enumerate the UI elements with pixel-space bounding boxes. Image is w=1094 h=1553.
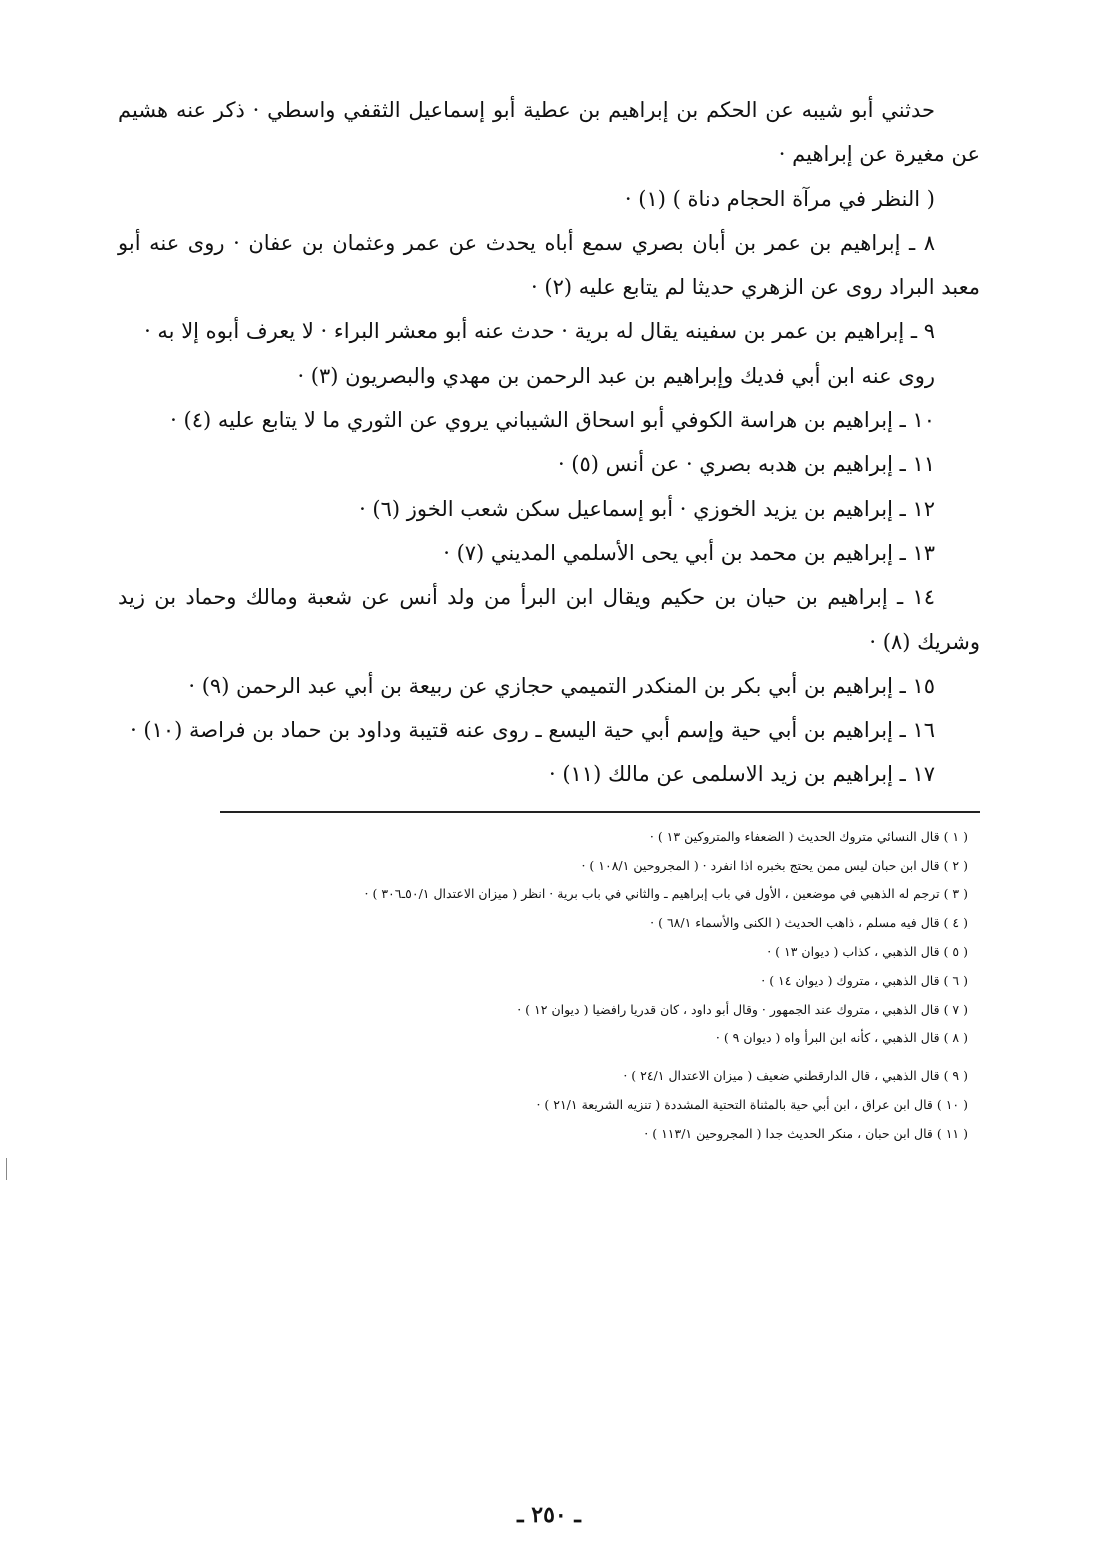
paragraph: ١١ ـ إبراهيم بن هدبه بصري · عن أنس (٥) ·	[557, 452, 935, 477]
footnote: ( ٥ ) قال الذهبي ، كذاب ( ديوان ١٣ ) ·	[767, 943, 968, 959]
paragraph: ٨ ـ إبراهيم بن عمر بن أبان بصري سمع أباه يحدث عن عمر وعثمان بن عفان · روى عنه أبو معبد البراد روى عن الزهري حديثا لم يتابع عليه (٢) ·	[118, 230, 980, 300]
paragraph: ( النظر في مرآة الحجام دناة ) (١) ·	[624, 186, 935, 211]
footnote: ( ٣ ) ترجم له الذهبي في موضعين ، الأول في باب إبراهيم ـ والثاني في باب برية · انظر ( ميزان الاعتدال ٥٠/١ـ٣٠٦ ) ·	[364, 886, 968, 902]
main-text	[118, 88, 980, 797]
footnote: ( ١ ) قال النسائي متروك الحديث ( الضعفاء والمتروكين ١٣ ) ·	[649, 828, 968, 844]
footnote: ( ٨ ) قال الذهبي ، كأنه ابن البرأ واه ( ديوان ٩ ) ·	[715, 1030, 968, 1046]
paragraph: ١٥ ـ إبراهيم بن أبي بكر بن المنكدر التميمي حجازي عن ربيعة بن أبي عبد الرحمن (٩) ·	[188, 673, 935, 698]
paragraph: ١٦ ـ إبراهيم بن أبي حية وإسم أبي حية اليسع ـ روى عنه قتيبة وداود بن حماد بن فراصة (١٠) ·	[130, 718, 935, 743]
scan-edge-mark	[6, 1158, 7, 1180]
footnote: ( ٤ ) قال فيه مسلم ، ذاهب الحديث ( الكنى والأسماء ٦٨/١ ) ·	[650, 915, 968, 931]
page-number: ـ ٢٥٠ ـ	[517, 1502, 581, 1528]
footnote: ( ٩ ) قال الذهبي ، قال الدارقطني ضعيف ( ميزان الاعتدال ٢٤/١ ) ·	[623, 1068, 968, 1084]
footnote: ( ٦ ) قال الذهبي ، متروك ( ديوان ١٤ ) ·	[761, 972, 968, 988]
paragraph: ١٣ ـ إبراهيم بن محمد بن أبي يحى الأسلمي المديني (٧) ·	[443, 540, 935, 565]
document-page	[118, 88, 980, 1528]
paragraph: ١٧ ـ إبراهيم بن زيد الاسلمى عن مالك (١١) ·	[548, 762, 935, 787]
footnote: ( ١٠ ) قال ابن عراق ، ابن أبي حية بالمثناة التحتية المشددة ( تنزيه الشريعة ٢١/١ ) ·	[536, 1096, 968, 1112]
footnote: ( ١١ ) قال ابن حبان ، منكر الحديث جدا ( المجروحين ١١٣/١ ) ·	[644, 1125, 968, 1141]
paragraph: ١٢ ـ إبراهيم بن يزيد الخوزي · أبو إسماعيل سكن شعب الخوز (٦) ·	[359, 496, 935, 521]
footnote: ( ٢ ) قال ابن حبان ليس ممن يحتج بخبره اذا انفرد · ( المجروحين ١٠٨/١ ) ·	[581, 857, 968, 873]
paragraph: حدثني أبو شيبه عن الحكم بن إبراهيم بن عطية أبو إسماعيل الثقفي واسطي · ذكر عنه هشيم عن مغيرة عن إبراهيم ·	[118, 98, 980, 167]
paragraph: روى عنه ابن أبي فديك وإبراهيم بن عبد الرحمن بن مهدي والبصريون (٣) ·	[297, 363, 935, 388]
paragraph: ٩ ـ إبراهيم بن عمر بن سفينه يقال له برية · حدث عنه أبو معشر البراء · لا يعرف أبوه إلا به ·	[144, 319, 935, 344]
paragraph: ١٠ ـ إبراهيم بن هراسة الكوفي أبو اسحاق الشيباني يروي عن الثوري ما لا يتابع عليه (٤) ·	[170, 408, 935, 433]
footnote: ( ٧ ) قال الذهبي ، متروك عند الجمهور · وقال أبو داود ، كان قدريا رافضيا ( ديوان ١٢ ) ·	[517, 1001, 968, 1017]
paragraph: ١٤ ـ إبراهيم بن حيان بن حكيم ويقال ابن البرأ من ولد أنس عن شعبة ومالك وحماد بن زيد وشريك (٨) ·	[118, 585, 980, 654]
footnote-divider	[220, 811, 980, 813]
footnotes	[118, 823, 980, 1149]
